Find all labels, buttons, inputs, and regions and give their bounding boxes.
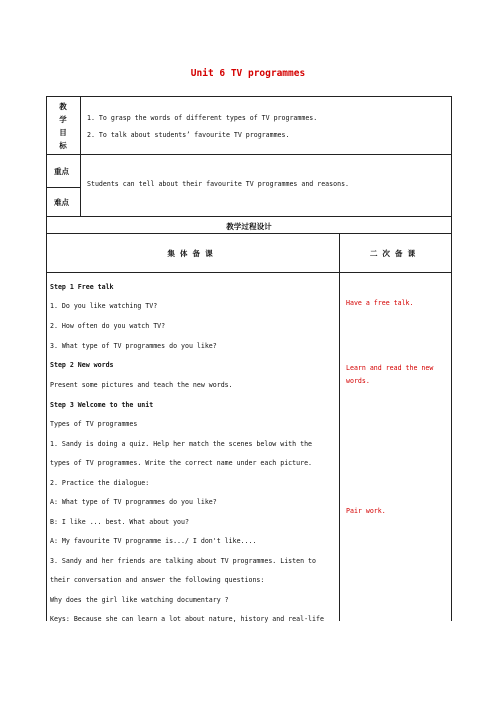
objectives-label-text: 教学目标 bbox=[59, 102, 67, 150]
note-pair-work: Pair work. bbox=[346, 507, 386, 515]
list-item: B: I like ... best. What about you? bbox=[50, 518, 189, 526]
table-border-top bbox=[46, 96, 452, 97]
note-new-words-1: Learn and read the new bbox=[346, 364, 434, 372]
content-column-divider bbox=[339, 233, 340, 621]
row-divider-columns bbox=[46, 272, 452, 273]
list-item: Why does the girl like watching documentary ? bbox=[50, 596, 229, 604]
label-column-divider bbox=[80, 96, 81, 216]
objective-item-1: 1. To grasp the words of different types of TV programmes. bbox=[87, 114, 318, 122]
list-item: 1. Do you like watching TV? bbox=[50, 302, 158, 310]
right-column-header: 二次备课 bbox=[369, 249, 421, 258]
page-title: Unit 6 TV programmes bbox=[190, 68, 306, 79]
objective-item-2: 2. To talk about students’ favourite TV programmes. bbox=[87, 131, 290, 139]
left-column-header: 集体备课 bbox=[167, 249, 218, 258]
list-item: 3. What type of TV programmes do you like? bbox=[50, 342, 217, 350]
list-item: 2. How often do you watch TV? bbox=[50, 322, 166, 330]
list-item: types of TV programmes. Write the correct name under each picture. bbox=[50, 459, 313, 467]
key-points-label: 重点 bbox=[54, 167, 69, 176]
process-header: 教学过程设计 bbox=[226, 222, 272, 231]
list-item: A: My favourite TV programme is.../ I don't like.... bbox=[50, 537, 257, 545]
key-points-text: Students can tell about their favourite TV programmes and reasons. bbox=[87, 180, 350, 188]
row-divider-objectives bbox=[46, 154, 452, 155]
list-item: Keys: Because she can learn a lot about nature, history and real-life bbox=[50, 615, 324, 623]
list-item: Step 3 Welcome to the unit bbox=[50, 401, 154, 409]
note-free-talk: Have a free talk. bbox=[346, 299, 414, 307]
list-item: Present some pictures and teach the new words. bbox=[50, 381, 233, 389]
list-item: Types of TV programmes bbox=[50, 420, 138, 428]
list-item: 2. Practice the dialogue: bbox=[50, 479, 150, 487]
table-border-left bbox=[46, 96, 47, 621]
note-new-words-2: words. bbox=[346, 377, 370, 385]
objectives-label bbox=[48, 100, 78, 152]
row-divider-keypoints bbox=[46, 187, 81, 188]
list-item: A: What type of TV programmes do you like? bbox=[50, 498, 217, 506]
row-divider-header bbox=[46, 233, 452, 234]
list-item: 1. Sandy is doing a quiz. Help her match the scenes below with the bbox=[50, 440, 313, 448]
list-item: Step 1 Free talk bbox=[50, 283, 114, 291]
row-divider-difficult bbox=[46, 216, 452, 217]
list-item: 3. Sandy and her friends are talking about TV programmes. Listen to bbox=[50, 557, 316, 565]
difficult-points-label: 难点 bbox=[54, 198, 69, 207]
list-item: Step 2 New words bbox=[50, 361, 114, 369]
table-border-right bbox=[451, 96, 452, 621]
list-item: their conversation and answer the following questions: bbox=[50, 576, 265, 584]
